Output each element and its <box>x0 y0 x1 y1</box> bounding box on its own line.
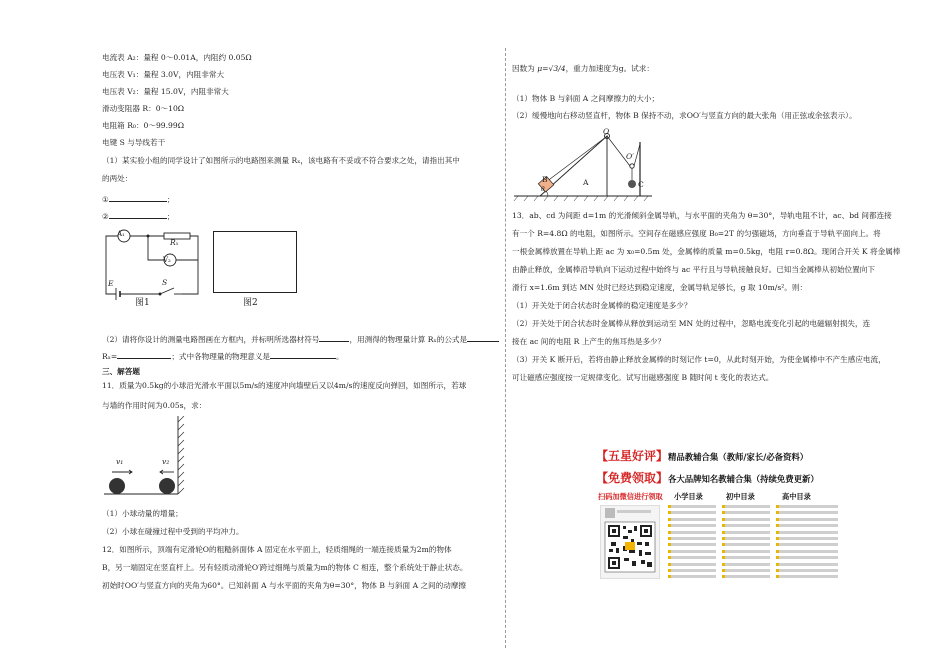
q2-text: Rₓ= ；式中各物理量的物理意义是 。 <box>102 352 344 361</box>
q13-part-1: （1）开关处于闭合状态时金属棒的稳定速度是多少？ <box>512 301 692 310</box>
middle-catalog-list <box>722 505 770 582</box>
promo-line-2: 【免费领取】各大品牌知名教辅合集（持续免费更新） <box>596 471 819 485</box>
incline-pulley-figure <box>512 124 657 202</box>
equipment-line: 电阻箱 R₀：0～99.99Ω <box>102 121 185 130</box>
promo-line-1: 【五星好评】精品教辅合集（教师/家长/必备资料） <box>596 449 809 463</box>
label-O-prime: O′ <box>626 152 634 161</box>
ball-2 <box>159 478 175 494</box>
fig2-caption: 图2 <box>243 298 258 308</box>
ammeter-label: A₁ <box>117 230 125 238</box>
q12-text: B，另一端固定在竖直杆上。另有轻质动滑轮O′跨过细绳与质量为m的物体 C 相连，整个系统处于静止状态。 <box>102 563 468 572</box>
fig1-caption: 图1 <box>135 298 150 308</box>
ball-1 <box>109 478 125 494</box>
q13-text: 一根金属棒放置在导轨上距 ac 为 x₀=0.5m 处，金属棒的质量 m=0.5kg，电阻 r=0.8Ω。现闭合开关 K 将金属棒 <box>512 247 901 256</box>
q1-blank-1: ① ； <box>102 195 175 204</box>
scan-instruction: 扫码加微信进行领取 <box>598 492 663 501</box>
high-catalog-list <box>776 505 838 582</box>
q11-text: 与墙的作用时间为0.05s，求： <box>102 401 207 410</box>
equipment-line: 滑动变阻器 R：0～10Ω <box>102 104 185 113</box>
q13-text: 有一个 R=4.8Ω 的电阻，如图所示。空间存在磁感应强度 B₀=2T 的匀强磁场，方向垂直于导轨平面向上。将 <box>512 229 881 238</box>
equipment-line: 电流表 A₂：量程 0～0.01A，内阻约 0.05Ω <box>102 53 252 62</box>
equipment-line: 电键 S 与导线若干 <box>102 138 166 147</box>
q13-text: 滑行 x=1.6m 到达 MN 处时已经达到稳定速度，金属导轨足够长，g 取 10m/s²。则： <box>512 283 808 292</box>
voltmeter-label: V₂ <box>163 256 171 264</box>
q11-part-2: （2）小球在碰撞过程中受到的平均冲力。 <box>102 527 244 536</box>
resistor-label: Rₓ <box>170 238 179 247</box>
q13-text: 由静止释放，金属棒沿导轨向下运动过程中始终与 ac 平行且与导轨接触良好。已知当金属棒从初始位置向下 <box>512 265 875 274</box>
q13-part-3: （3）开关 K 断开后，若将由静止释放金属棒的时刻记作 t=0，从此时刻开始，为使金属棒中不产生感应电流， <box>512 355 886 364</box>
primary-catalog-heading: 小学目录 <box>674 492 703 501</box>
drawing-box-figure-2 <box>213 231 297 293</box>
q12-text: 12．如图所示，顶端有定滑轮O的粗糙斜面体 A 固定在水平面上，轻质细绳的一端连接质量为2m的物体 <box>102 545 452 554</box>
label-B: B <box>542 175 548 184</box>
label-C: C <box>638 180 644 189</box>
q13-part-2: 接在 ac 间的电阻 R 上产生的焦耳热是多少？ <box>512 337 666 346</box>
middle-catalog-heading: 初中目录 <box>726 492 755 501</box>
q2-text: （2）请将你设计的测量电路图画在方框内，并标明所选器材符号 ，用测得的物理量计算 Rₓ的公式是 <box>102 334 499 344</box>
v2-label: v₂ <box>162 457 170 466</box>
primary-catalog-list <box>668 505 716 582</box>
label-O: O <box>603 127 610 136</box>
q11-part-1: （1）小球动量的增量； <box>102 509 183 518</box>
q1-blank-2: ② ； <box>102 212 175 221</box>
high-catalog-heading: 高中目录 <box>782 492 811 501</box>
q13-text: 13．ab、cd 为间距 d=1m 的光滑倾斜金属导轨，与水平面的夹角为 θ=30°，导轨电阻不计，ac、bd 间都连接 <box>512 211 892 220</box>
q11-text: 11．质量为0.5kg的小球沿光滑水平面以5m/s的速度冲向墙壁后又以4m/s的速度反向弹回，如图所示，若球 <box>102 381 467 390</box>
q13-part-3: 可让磁感应强度按一定规律变化。试写出磁感强度 B 随时间 t 变化的表达式。 <box>512 373 774 382</box>
battery-label: E <box>108 279 114 288</box>
q1-text: （1）某实验小组的同学设计了如图所示的电路图来测量 Rₓ，该电路有不妥或不符合要求之处，请指出其中 <box>102 156 460 165</box>
mu-line: 因数为 μ=√3/4，重力加速度为g。试求： <box>512 64 654 73</box>
label-A: A <box>583 178 589 187</box>
q12-text: 初始时OO′与竖直方向的夹角为60°。已知斜面 A 与水平面的夹角为θ=30°，物体 B 与斜面 A 之间的动摩擦 <box>102 581 467 590</box>
equipment-line: 电压表 V₂：量程 15.0V，内阻非常大 <box>102 87 229 96</box>
q1-text: 的两处： <box>102 174 133 183</box>
q12-part-1: （1）物体 B 与斜面 A 之间摩擦力的大小； <box>512 94 660 103</box>
label-theta: θ <box>541 186 545 193</box>
column-divider <box>505 48 506 648</box>
switch-label: S <box>162 278 168 287</box>
v1-label: v₁ <box>116 457 124 466</box>
q13-part-2: （2）开关处于闭合状态时金属棒从释放到运动至 MN 处的过程中，忽略电流变化引起的电磁辐射损失，连 <box>512 319 871 328</box>
q12-part-2: （2）缓慢地向右移动竖直杆，物体 B 保持不动，求OO′与竖直方向的最大张角（用正弦或余弦表示）。 <box>512 111 857 120</box>
qr-code-image <box>600 505 660 579</box>
promo-banner[interactable] <box>596 447 846 587</box>
equipment-line: 电压表 V₁：量程 3.0V，内阻非常大 <box>102 70 225 79</box>
section-heading: 三、解答题 <box>102 367 140 376</box>
block-C <box>628 180 636 188</box>
